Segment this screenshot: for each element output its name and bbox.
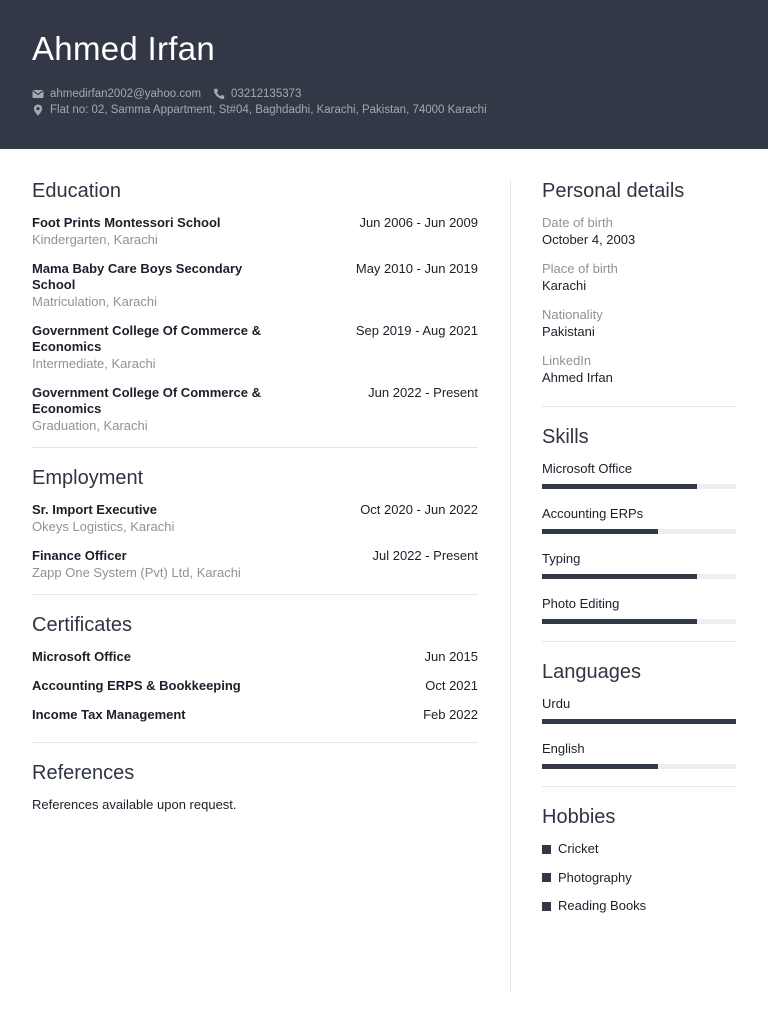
candidate-name: Ahmed Irfan <box>32 30 216 67</box>
language-level-fill <box>542 764 658 769</box>
skills-title: Skills <box>542 426 589 448</box>
hobby-item <box>542 870 736 886</box>
square-bullet-icon <box>542 873 551 882</box>
section-divider <box>32 594 478 595</box>
skill-item <box>542 596 736 624</box>
employment-entry <box>32 502 478 535</box>
job-title: Sr. Import Executive <box>32 502 157 517</box>
certificate-date: Jun 2015 <box>424 649 478 664</box>
degree-location: Matriculation, Karachi <box>32 294 157 309</box>
school-name: Mama Baby Care Boys Secondary School <box>32 261 243 292</box>
personal-details-section <box>542 179 736 386</box>
language-level-bar <box>542 764 736 769</box>
email-text: ahmedirfan2002@yahoo.com <box>50 88 202 100</box>
school-name: Government College Of Commerce & Economics <box>32 323 261 354</box>
detail-label: LinkedIn <box>542 353 592 368</box>
skill-level-fill <box>542 574 697 579</box>
education-entry <box>32 323 478 372</box>
personal-detail <box>542 215 736 248</box>
contact-info <box>32 86 736 118</box>
detail-label: Date of birth <box>542 215 613 230</box>
section-divider <box>542 406 736 407</box>
language-level-bar <box>542 719 736 724</box>
hobbies-title: Hobbies <box>542 806 616 828</box>
skill-level-bar <box>542 529 736 534</box>
detail-label: Place of birth <box>542 261 618 276</box>
education-list <box>32 215 478 434</box>
detail-value: October 4, 2003 <box>542 232 636 247</box>
skill-item <box>542 506 736 534</box>
main-column <box>32 149 478 1024</box>
personal-details-title: Personal details <box>542 180 685 202</box>
hobby-name: Photography <box>558 869 632 885</box>
contact-row-primary <box>32 86 736 102</box>
skill-level-bar <box>542 484 736 489</box>
employment-section <box>32 466 478 581</box>
skill-item <box>542 461 736 489</box>
phone-text: 03212135373 <box>231 88 302 100</box>
skill-name: Microsoft Office <box>542 461 633 476</box>
personal-detail <box>542 261 736 294</box>
language-name: Urdu <box>542 696 571 711</box>
square-bullet-icon <box>542 845 551 854</box>
references-text: References available upon request. <box>32 797 237 812</box>
sidebar-column <box>542 179 736 927</box>
date-range: Jul 2022 - Present <box>372 548 478 563</box>
certificate-entry <box>32 678 478 694</box>
phone-icon <box>213 88 225 100</box>
language-name: English <box>542 741 585 756</box>
skill-name: Typing <box>542 551 581 566</box>
skill-name: Accounting ERPs <box>542 506 644 521</box>
square-bullet-icon <box>542 902 551 911</box>
hobby-name: Reading Books <box>558 898 647 913</box>
certificate-name: Accounting ERPS & Bookkeeping <box>32 678 241 693</box>
detail-label: Nationality <box>542 307 603 322</box>
school-name: Government College Of Commerce & Economics <box>32 385 261 416</box>
contact-row-address <box>32 102 736 118</box>
education-entry <box>32 261 478 310</box>
phone-contact <box>213 86 301 102</box>
certificate-name: Income Tax Management <box>32 707 186 722</box>
hobby-item <box>542 898 736 914</box>
employer-location: Okeys Logistics, Karachi <box>32 519 175 534</box>
detail-value: Pakistani <box>542 324 595 339</box>
certificate-date: Feb 2022 <box>423 707 478 722</box>
certificate-name: Microsoft Office <box>32 649 131 664</box>
certificate-entry <box>32 707 478 723</box>
certificates-section <box>32 613 478 723</box>
language-item <box>542 696 736 724</box>
references-section <box>32 761 478 813</box>
resume-body <box>0 149 768 1024</box>
employment-entry <box>32 548 478 581</box>
skill-level-bar <box>542 574 736 579</box>
languages-title: Languages <box>542 661 641 683</box>
resume-header <box>0 0 768 149</box>
email-contact <box>32 86 201 102</box>
certificate-date: Oct 2021 <box>425 678 478 693</box>
education-title: Education <box>32 180 121 202</box>
references-title: References <box>32 762 135 784</box>
education-entry <box>32 385 478 434</box>
skill-level-fill <box>542 619 697 624</box>
skill-level-fill <box>542 529 658 534</box>
degree-location: Kindergarten, Karachi <box>32 232 158 247</box>
certificate-entry <box>32 649 478 665</box>
skill-item <box>542 551 736 579</box>
skills-section <box>542 425 736 624</box>
hobby-item <box>542 841 736 857</box>
detail-value: Karachi <box>542 278 587 293</box>
education-section <box>32 179 478 434</box>
job-title: Finance Officer <box>32 548 127 563</box>
personal-detail <box>542 353 736 386</box>
date-range: Jun 2006 - Jun 2009 <box>359 215 478 230</box>
personal-detail <box>542 307 736 340</box>
date-range: Oct 2020 - Jun 2022 <box>360 502 478 517</box>
degree-location: Intermediate, Karachi <box>32 356 156 371</box>
envelope-icon <box>32 88 44 100</box>
skill-level-fill <box>542 484 697 489</box>
date-range: Jun 2022 - Present <box>368 385 478 400</box>
address-text: Flat no: 02, Samma Appartment, St#04, Baghdadhi, Karachi, Pakistan, 74000 Karachi <box>50 104 487 116</box>
education-entry <box>32 215 478 248</box>
section-divider <box>542 786 736 787</box>
certificates-title: Certificates <box>32 614 133 636</box>
address-contact <box>32 102 487 118</box>
section-divider <box>32 447 478 448</box>
language-item <box>542 741 736 769</box>
degree-location: Graduation, Karachi <box>32 418 148 433</box>
date-range: Sep 2019 - Aug 2021 <box>355 323 478 338</box>
section-divider <box>542 641 736 642</box>
language-level-fill <box>542 719 736 724</box>
school-name: Foot Prints Montessori School <box>32 215 221 230</box>
languages-section <box>542 660 736 769</box>
skill-level-bar <box>542 619 736 624</box>
hobbies-section <box>542 805 736 914</box>
skill-name: Photo Editing <box>542 596 620 611</box>
location-pin-icon <box>32 104 44 116</box>
employment-title: Employment <box>32 467 144 489</box>
hobby-name: Cricket <box>558 841 599 856</box>
detail-value: Ahmed Irfan <box>542 370 613 385</box>
section-divider <box>32 742 478 743</box>
date-range: May 2010 - Jun 2019 <box>355 261 478 276</box>
column-divider <box>510 179 511 993</box>
employer-location: Zapp One System (Pvt) Ltd, Karachi <box>32 565 241 580</box>
